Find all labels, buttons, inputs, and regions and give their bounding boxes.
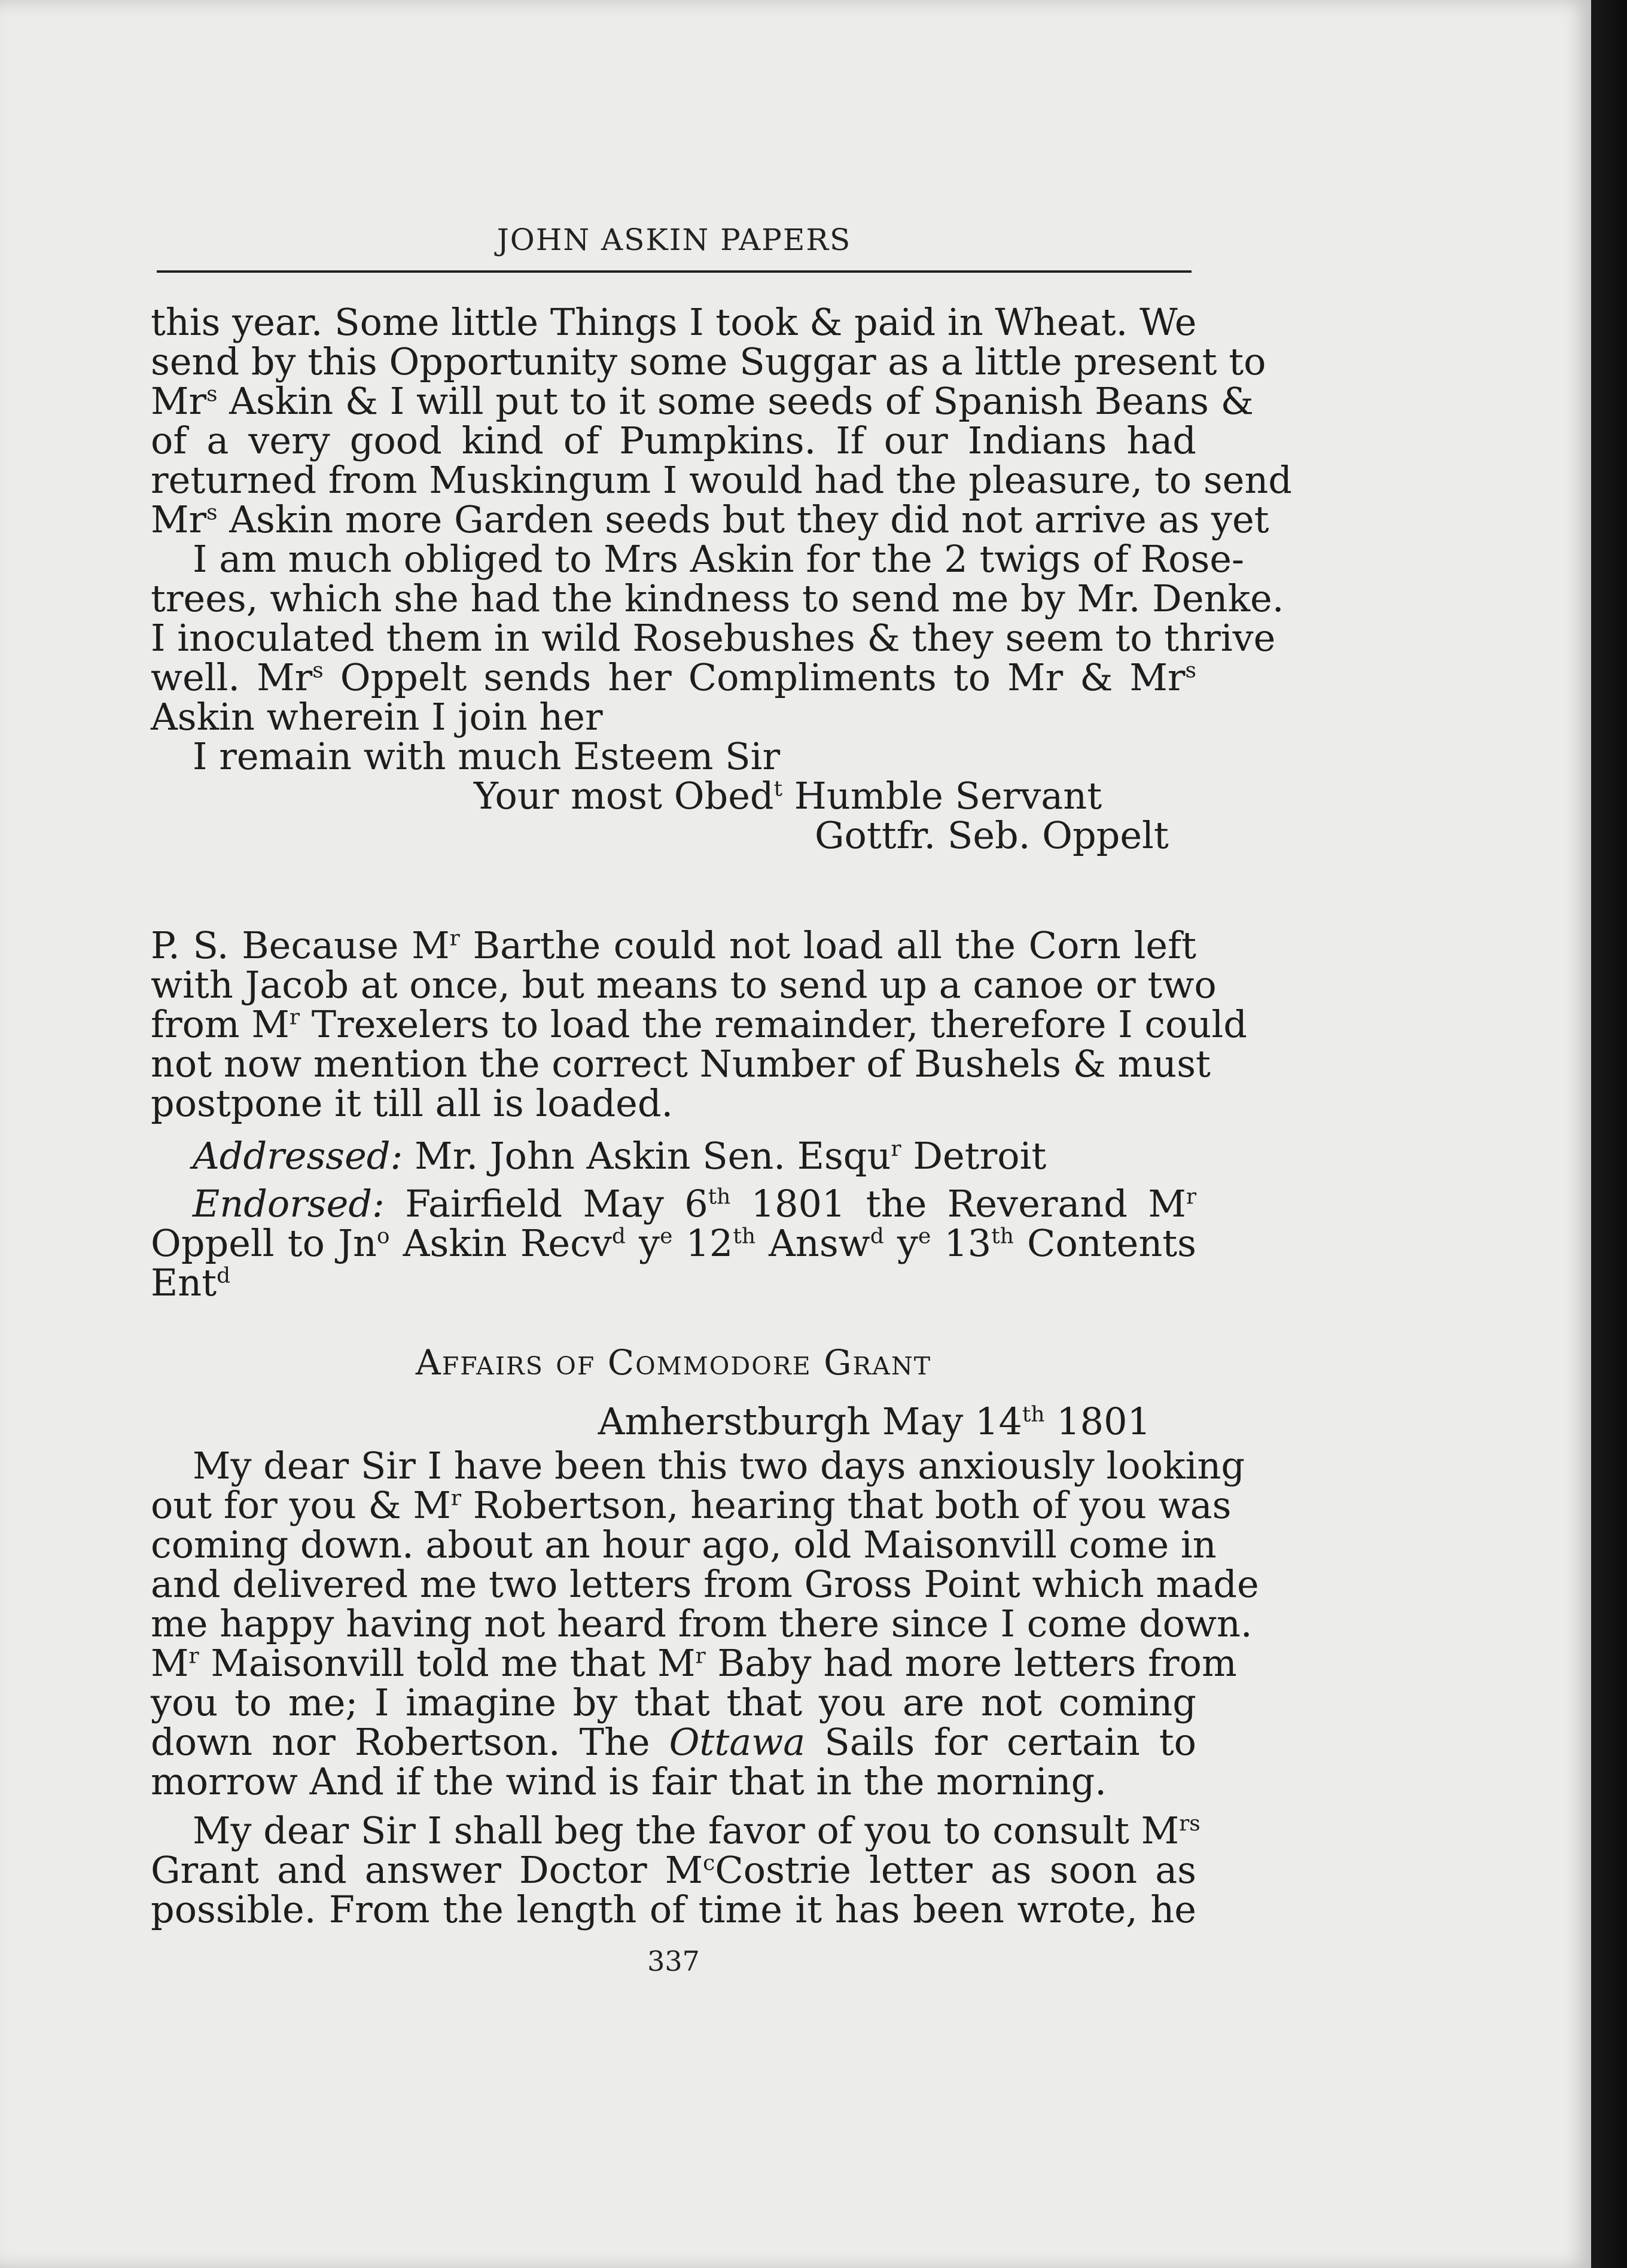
- section-heading: Affairs of Commodore Grant: [415, 1342, 932, 1383]
- dateline: Amherstburgh May 14th 1801: [598, 1400, 1151, 1443]
- letter-body: this year. Some little Things I took & paid in Wheat. We send by this Opportunity some Suggar as a little present to Mr$^s$ Askin & I will put to it some seeds of Spanish Beans & of a very good kind of Pumpkins. If our Indians had returned from Muskingum I would had the pleasure, to send Mr$^s$ Askin more Garden seeds but they did not arrive as yet I am much obliged to Mrs Askin for the 2 twigs of Rose- trees, which she had the kindness to send me by Mr. Denke. I inoculated them in wild Rosebushes & they seem to thrive well. Mr$^s$ Oppelt sends her Compliments to Mr & Mr$^s$ Askin wherein I join her I remain with much Esteem Sir Your most Obed$^t$ Humble Servant Gottfr. Seb. Oppelt: [151, 300, 1292, 857]
- address-note: Addressed: Mr. John Askin Sen. Esqu$^r$ Detroit: [193, 1134, 1047, 1178]
- grant-letter-body: My dear Sir I have been this two days anxiously looking out for you & $M^r$ Robertson, hearing that both of you was coming down. about an hour ago, old Maisonvill come in and delivered me two letters from Gross Point which made me happy having not heard from there since I come down. $M^r$ Maisonvill told me that $M^r$ Baby had more letters from you to me; I imagine by that that you are not coming down nor Robertson. The Ottawa Sails for certain to morrow And if the wind is fair that in the morning.: [151, 1444, 1259, 1803]
- postscript: P. S. Because $M^r$ Barthe could not load all the Corn left with Jacob at once, but means to send up a canoe or two from $M^r$ Trexelers to load the remainder, therefore I could not now mention the correct Number of Bushels & must postpone it till all is loaded.: [151, 923, 1247, 1125]
- header-rule: [157, 270, 1192, 273]
- page-number: 337: [647, 1945, 700, 1977]
- grant-letter-body-2: My dear Sir I shall beg the favor of you to consult $M^{rs}$ Grant and answer Doctor $M^cCostrie$ letter as soon as possible. From the length of time it has been wrote, he: [151, 1809, 1201, 1931]
- running-head: JOHN ASKIN PAPERS: [496, 222, 852, 257]
- endorsement-note: Endorsed: Fairfield May 6th 1801 the Reverand $M^r$ Oppell to Jn$^o$ Askin Recv$^d$ $y^e$ 12th Answ$^d$ $y^e$ 13th Contents Ent$^d$: [151, 1182, 1196, 1304]
- scan-edge: [1591, 0, 1627, 2268]
